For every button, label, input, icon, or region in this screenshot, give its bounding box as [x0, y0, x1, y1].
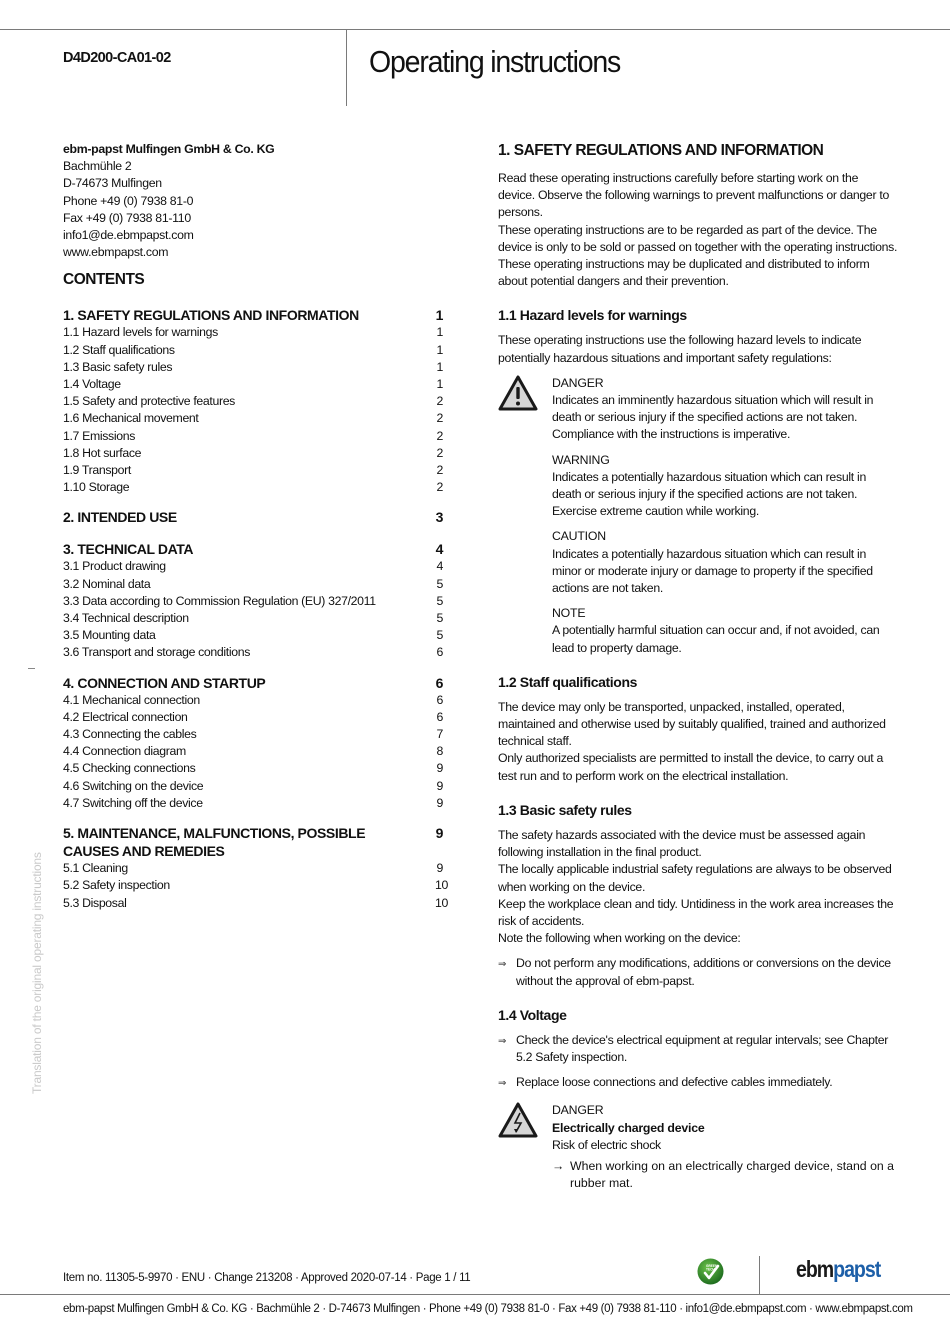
toc-page-number: 1: [436, 359, 443, 374]
toc-section-heading[interactable]: [63, 306, 448, 324]
subsection-heading: 1.1 Hazard levels for warnings: [498, 307, 687, 324]
toc-entry-label: 5.2 Safety inspection: [63, 878, 170, 893]
toc-entry[interactable]: [63, 428, 448, 445]
toc-entry-label: 4.6 Switching on the device: [63, 778, 204, 793]
address-website[interactable]: www.ebmpapst.com: [63, 245, 169, 260]
toc-section-heading[interactable]: [63, 540, 448, 558]
table-of-contents: [63, 306, 448, 911]
hazard-level-label: DANGER: [552, 1103, 604, 1118]
toc-page-number: 5: [436, 593, 443, 608]
paragraph: Keep the workplace clean and tidy. Untidiness in the work area increases the risk of accidents.: [498, 896, 894, 928]
toc-page-number: 6: [435, 674, 443, 691]
toc-entry[interactable]: [63, 795, 448, 812]
toc-section-title: 5. MAINTENANCE, MALFUNCTIONS, POSSIBLE CAUSES AND REMEDIES: [63, 825, 366, 860]
document-id: D4D200-CA01-02: [63, 50, 171, 66]
toc-page-number: 1: [436, 325, 443, 340]
footer-address: ebm-papst Mulfingen GmbH & Co. KG · Bachmühle 2 · D-74673 Mulfingen · Phone +49 (0) 7938 81-0 · Fax +49 (0) 7938 81-110 · info1@de.ebmpapst.com · www.ebmpapst.com: [63, 1303, 913, 1315]
footer-rule: [0, 1294, 950, 1295]
hazard-level-label: WARNING: [552, 452, 610, 467]
toc-page-number: 10: [435, 895, 448, 910]
section-heading: 1. SAFETY REGULATIONS AND INFORMATION: [498, 142, 824, 159]
toc-section-title: 3. TECHNICAL DATA: [63, 541, 194, 558]
toc-section: [63, 674, 448, 812]
toc-entry-label: 1.4 Voltage: [63, 377, 121, 392]
toc-page-number: 2: [436, 428, 443, 443]
toc-entry-label: 1.5 Safety and protective features: [63, 394, 235, 409]
toc-page-number: 10: [435, 878, 448, 893]
toc-page-number: 2: [436, 394, 443, 409]
toc-entry[interactable]: [63, 376, 448, 393]
address-phone: Phone +49 (0) 7938 81-0: [63, 193, 194, 208]
paragraph: Note the following when working on the device:: [498, 931, 741, 946]
toc-page-number: 8: [436, 744, 443, 759]
toc-section: [63, 824, 448, 912]
toc-entry[interactable]: [63, 393, 448, 410]
warning-triangle-icon: [498, 375, 538, 411]
toc-entry[interactable]: [63, 410, 448, 427]
hazard-level-caution: [552, 528, 898, 597]
subsection-heading: 1.2 Staff qualifications: [498, 673, 637, 690]
toc-entry-label: 4.2 Electrical connection: [63, 709, 188, 724]
paragraph: The locally applicable industrial safety regulations are always to be observed when working on the device.: [498, 862, 892, 894]
toc-entry-label: 5.3 Disposal: [63, 895, 127, 910]
toc-entry-label: 1.3 Basic safety rules: [63, 359, 173, 374]
toc-page-number: 6: [436, 645, 443, 660]
toc-section: [63, 306, 448, 496]
toc-entry-label: 4.3 Connecting the cables: [63, 727, 197, 742]
toc-page-number: 4: [436, 559, 443, 574]
paragraph: Only authorized specialists are permitted to install the device, to carry out a test run and to perform work on the electrical installation.: [498, 751, 884, 783]
toc-entry[interactable]: [63, 760, 448, 777]
address-email[interactable]: info1@de.ebmpapst.com: [63, 228, 194, 243]
toc-section: [63, 508, 448, 526]
toc-entry[interactable]: [63, 726, 448, 743]
toc-entry-label: 3.2 Nominal data: [63, 576, 151, 591]
hazard-level-note: [552, 605, 898, 657]
toc-entry[interactable]: [63, 593, 448, 610]
bullet-item: [498, 1074, 898, 1092]
bullet-item: [498, 955, 898, 989]
address-fax: Fax +49 (0) 7938 81-110: [63, 210, 191, 225]
hazard-level-danger: [552, 375, 898, 444]
translation-note: Translation of the original operating instructions: [30, 852, 44, 1094]
toc-page-number: 1: [436, 377, 443, 392]
hazard-level-warning: [552, 452, 898, 521]
toc-entry[interactable]: [63, 709, 448, 726]
toc-entry[interactable]: [63, 558, 448, 575]
toc-page-number: 2: [436, 445, 443, 460]
green-tech-badge-icon: [697, 1258, 724, 1285]
subsection-heading: 1.4 Voltage: [498, 1006, 567, 1023]
toc-page-number: 4: [435, 541, 443, 558]
paragraph: Read these operating instructions carefully before starting work on the device. Observe the following warnings to prevent malfunctions or danger to persons.: [498, 171, 890, 220]
toc-entry[interactable]: [63, 644, 448, 661]
toc-entry[interactable]: [63, 324, 448, 341]
subsection-heading: 1.3 Basic safety rules: [498, 801, 632, 818]
toc-entry-label: 3.4 Technical description: [63, 611, 189, 626]
bullet-text: Check the device's electrical equipment at regular intervals; see Chapter 5.2 Safety inspection.: [516, 1032, 889, 1064]
toc-entry-label: 1.2 Staff qualifications: [63, 342, 175, 357]
action-item: [552, 1158, 898, 1192]
address-street: Bachmühle 2: [63, 159, 132, 174]
paragraph: These operating instructions use the following hazard levels to indicate potentially hazardous situations and important safety regulations:: [498, 333, 862, 365]
header-rule: [0, 29, 950, 30]
toc-entry-label: 4.7 Switching off the device: [63, 795, 203, 810]
toc-entry[interactable]: [63, 627, 448, 644]
address-city: D-74673 Mulfingen: [63, 176, 162, 191]
right-arrow-icon: →: [552, 1158, 565, 1173]
hazard-subtitle: Electrically charged device: [552, 1120, 705, 1135]
hazard-level-text: Indicates a potentially hazardous situation which can result in death or serious injury if the specified actions are not taken. Exercise extreme caution while working.: [552, 469, 866, 519]
toc-page-number: 1: [435, 307, 443, 324]
footer-divider: [759, 1256, 760, 1294]
toc-page-number: 9: [436, 795, 443, 810]
toc-entry-label: 4.1 Mechanical connection: [63, 692, 200, 707]
bullet-text: Do not perform any modifications, additions or conversions on the device without the approval of ebm-papst.: [516, 956, 891, 988]
toc-entry-label: 1.6 Mechanical movement: [63, 411, 199, 426]
right-column: [498, 141, 898, 1192]
hazard-levels: [498, 375, 898, 657]
left-column: [63, 141, 448, 924]
ebmpapst-logo: ebmpapst: [796, 1256, 881, 1282]
toc-entry-label: 1.9 Transport: [63, 463, 131, 478]
hazard-level-text: Indicates a potentially hazardous situation which can result in minor or moderate injury or damage to property if the specified actions are not taken.: [552, 546, 873, 596]
toc-page-number: 9: [435, 825, 443, 842]
toc-page-number: 3: [435, 509, 443, 526]
toc-entry[interactable]: [63, 479, 448, 496]
paragraph: The device may only be transported, unpacked, installed, operated, maintained and otherwise used by suitably qualified, trained and authorized technical staff.: [498, 699, 886, 749]
toc-entry-label: 3.6 Transport and storage conditions: [63, 645, 251, 660]
toc-entry[interactable]: [63, 778, 448, 795]
toc-entry-label: 1.8 Hot surface: [63, 445, 142, 460]
bullet-item: [498, 1032, 898, 1066]
toc-section-title: 2. INTENDED USE: [63, 509, 177, 526]
toc-page-number: 5: [436, 611, 443, 626]
item-info: Item no. 11305-5-9970 · ENU · Change 213208 · Approved 2020-07-14 · Page 1 / 11: [63, 1272, 471, 1284]
toc-entry-label: 3.1 Product drawing: [63, 559, 166, 574]
toc-section-heading[interactable]: [63, 508, 448, 526]
hazard-text: Risk of electric shock: [552, 1137, 661, 1152]
electric-hazard-icon: [498, 1102, 538, 1138]
toc-entry[interactable]: [63, 895, 448, 912]
toc-entry-label: 4.5 Checking connections: [63, 761, 196, 776]
toc-entry-label: 3.5 Mounting data: [63, 628, 156, 643]
toc-entry[interactable]: [63, 743, 448, 760]
toc-entry[interactable]: [63, 462, 448, 479]
toc-section-heading[interactable]: [63, 674, 448, 692]
toc-page-number: 6: [436, 692, 443, 707]
toc-section-heading[interactable]: [63, 824, 448, 860]
double-arrow-icon: ⇒: [498, 959, 507, 971]
hazard-level-text: A potentially harmful situation can occur and, if not avoided, can lead to property damage.: [552, 623, 880, 655]
action-text: When working on an electrically charged device, stand on a rubber mat.: [570, 1158, 895, 1191]
toc-section: [63, 540, 448, 661]
company-address: [63, 141, 448, 261]
toc-section-title: 1. SAFETY REGULATIONS AND INFORMATION: [63, 307, 359, 324]
toc-entry-label: 1.1 Hazard levels for warnings: [63, 325, 218, 340]
company-name: ebm-papst Mulfingen GmbH & Co. KG: [63, 142, 275, 156]
hazard-level-label: NOTE: [552, 606, 586, 621]
toc-page-number: 2: [436, 463, 443, 478]
contents-heading: CONTENTS: [63, 271, 145, 289]
toc-entry-label: 3.3 Data according to Commission Regulation (EU) 327/2011: [63, 593, 376, 608]
toc-page-number: 9: [436, 861, 443, 876]
paragraph: The safety hazards associated with the device must be assessed again following installation in the final product.: [498, 827, 866, 860]
toc-page-number: 2: [436, 411, 443, 426]
hazard-level-label: DANGER: [552, 375, 604, 390]
toc-entry[interactable]: [63, 877, 448, 894]
toc-page-number: 5: [436, 628, 443, 643]
svg-text:GREEN: GREEN: [706, 1264, 718, 1268]
toc-page-number: 2: [436, 480, 443, 495]
toc-entry[interactable]: [63, 342, 448, 359]
toc-entry[interactable]: [63, 576, 448, 593]
toc-page-number: 7: [436, 727, 443, 742]
toc-entry[interactable]: [63, 445, 448, 462]
toc-page-number: 6: [436, 709, 443, 724]
hazard-level-text: Indicates an imminently hazardous situation which will result in death or serious injury if the specified actions are not taken. Compliance with the instructions is imperative.: [552, 393, 874, 442]
toc-page-number: 1: [436, 342, 443, 357]
toc-entry-label: 1.10 Storage: [63, 480, 130, 495]
toc-entry-label: 5.1 Cleaning: [63, 861, 128, 876]
double-arrow-icon: ⇒: [498, 1035, 507, 1047]
hazard-level-label: CAUTION: [552, 529, 606, 544]
toc-entry-label: 4.4 Connection diagram: [63, 744, 186, 759]
paragraph: These operating instructions are to be regarded as part of the device. The device is only to be sold or passed on together with the operating instructions.: [498, 222, 898, 254]
toc-entry[interactable]: [63, 359, 448, 376]
toc-entry-label: 1.7 Emissions: [63, 428, 135, 443]
toc-page-number: 5: [436, 576, 443, 591]
toc-entry[interactable]: [63, 860, 448, 877]
toc-section-title: 4. CONNECTION AND STARTUP: [63, 674, 266, 691]
toc-entry[interactable]: [63, 610, 448, 627]
svg-text:TECH: TECH: [706, 1267, 715, 1272]
toc-page-number: 9: [436, 778, 443, 793]
toc-entry[interactable]: [63, 692, 448, 709]
header-divider: [346, 29, 347, 106]
paragraph: These operating instructions may be duplicated and distributed to inform about potential dangers and their prevention.: [498, 257, 870, 289]
toc-page-number: 9: [436, 761, 443, 776]
bullet-text: Replace loose connections and defective cables immediately.: [516, 1075, 833, 1090]
electric-danger-notice: [498, 1102, 898, 1192]
page-title: Operating instructions: [369, 44, 621, 79]
double-arrow-icon: ⇒: [498, 1078, 507, 1090]
fold-mark: [28, 668, 35, 669]
